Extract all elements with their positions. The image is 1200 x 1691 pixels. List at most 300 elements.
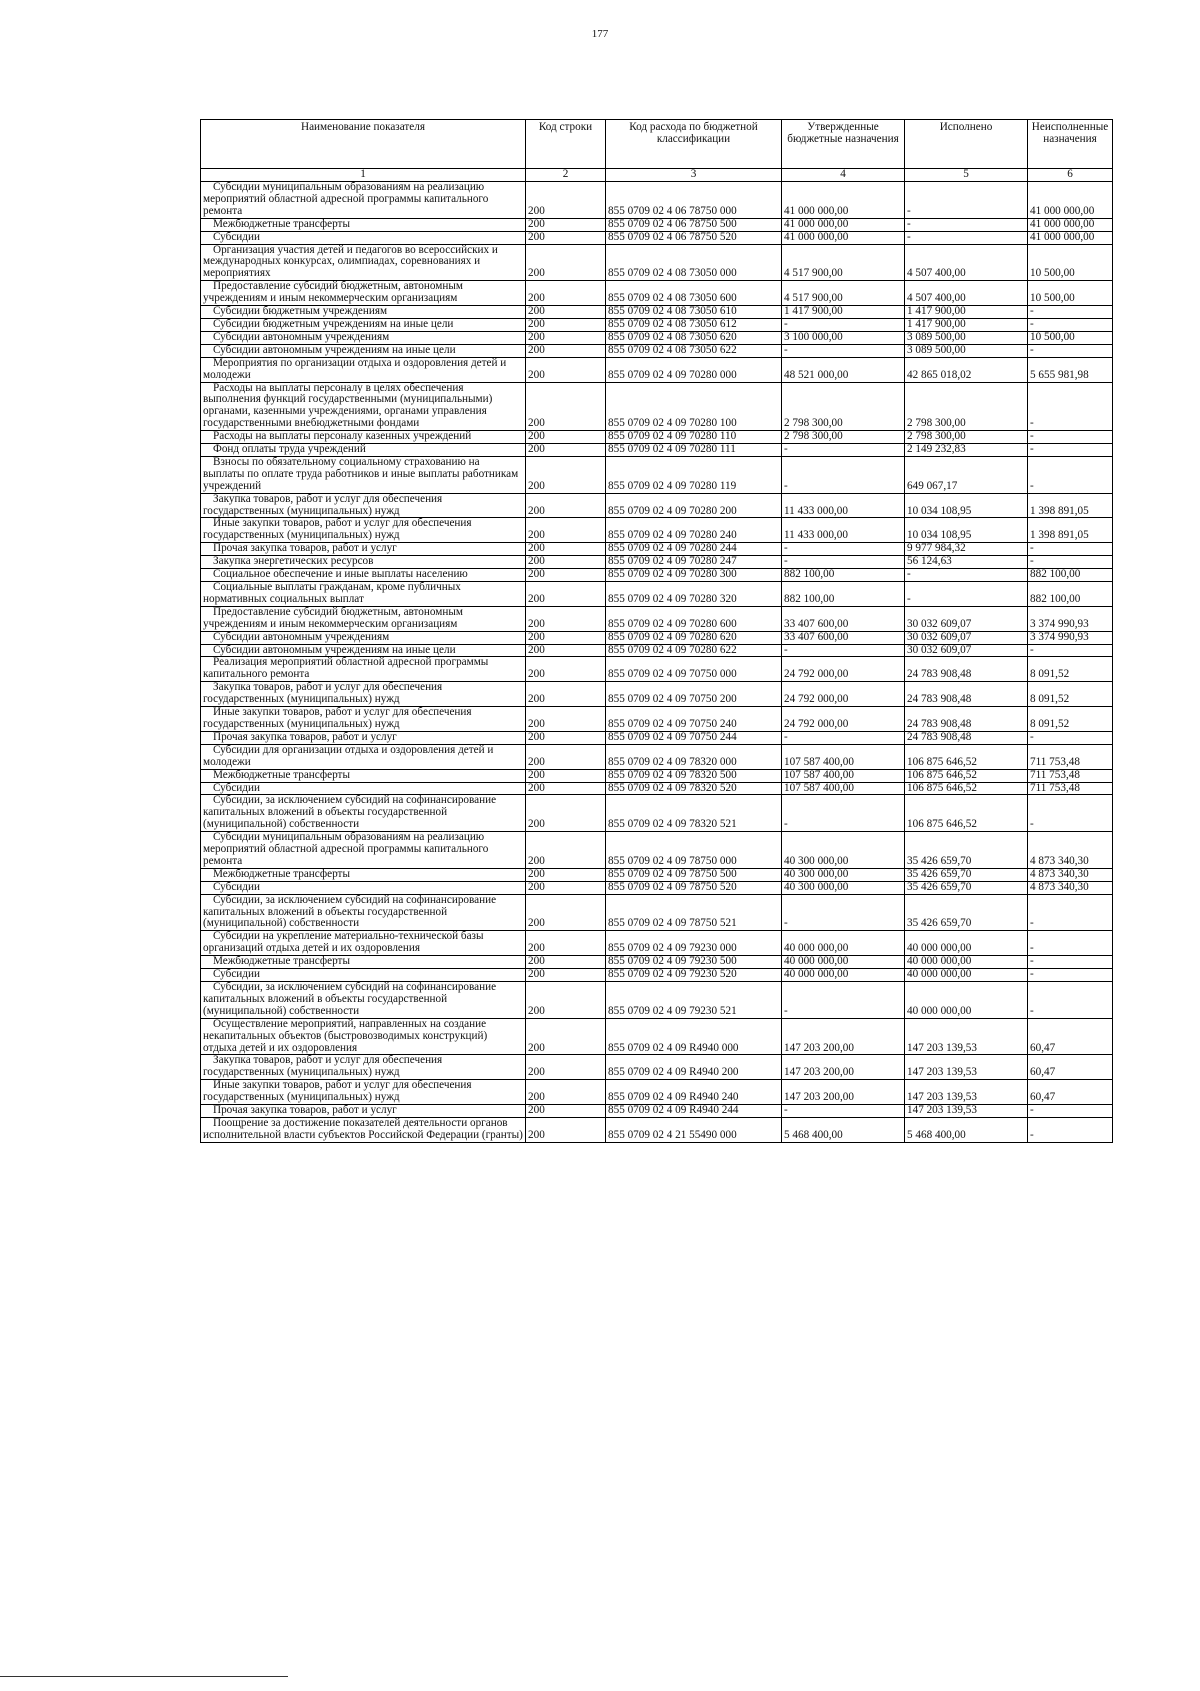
approved-amount-text: 40 000 000,00 (784, 968, 849, 981)
unexecuted-amount-cell (1028, 518, 1113, 543)
executed-amount-text: 10 034 108,95 (907, 504, 972, 517)
indicator-name-cell (201, 631, 526, 644)
unexecuted-amount-cell (1028, 894, 1113, 931)
table-row (201, 1080, 1113, 1105)
approved-amount-cell (782, 493, 905, 518)
unexecuted-amount-text: - (1030, 942, 1034, 955)
approved-amount-cell (782, 1117, 905, 1142)
expense-code-text: 855 0709 02 4 09 70280 110 (608, 430, 737, 443)
approved-amount-cell (782, 318, 905, 331)
table-row (201, 881, 1113, 894)
table-row (201, 868, 1113, 881)
line-code-text: 200 (528, 1066, 545, 1079)
executed-amount-cell (905, 744, 1028, 769)
expense-code-cell (606, 582, 782, 607)
executed-amount-text: 147 203 139,53 (907, 1041, 977, 1054)
line-code-text: 200 (528, 917, 545, 930)
line-code-text: 200 (528, 693, 545, 706)
line-code-cell (526, 569, 606, 582)
unexecuted-amount-cell (1028, 582, 1113, 607)
unexecuted-amount-text: 8 091,52 (1030, 717, 1070, 730)
indicator-name-cell (201, 444, 526, 457)
indicator-name-text: Закупка энергетических ресурсов (213, 555, 374, 568)
executed-amount-cell (905, 382, 1028, 431)
executed-amount-cell (905, 982, 1028, 1019)
unexecuted-amount-text: - (1030, 968, 1034, 981)
indicator-name-text: Субсидии (213, 968, 260, 981)
executed-amount-cell (905, 556, 1028, 569)
line-code-cell (526, 1080, 606, 1105)
table-row (201, 357, 1113, 382)
line-code-text: 200 (528, 1041, 545, 1054)
expense-code-text: 855 0709 02 4 09 78320 521 (608, 818, 737, 831)
indicator-name-cell (201, 868, 526, 881)
executed-amount-cell (905, 357, 1028, 382)
executed-amount-text: 3 089 500,00 (907, 331, 966, 343)
column-number: 5 (905, 169, 1028, 182)
unexecuted-amount-cell (1028, 306, 1113, 319)
unexecuted-amount-cell (1028, 182, 1113, 219)
unexecuted-amount-cell (1028, 244, 1113, 281)
approved-amount-cell (782, 1055, 905, 1080)
indicator-name-text: Закупка товаров, работ и услуг для обеспечения государственных (муниципальных) нужд (203, 681, 443, 706)
executed-amount-text: 24 783 908,48 (907, 668, 972, 681)
indicator-name-text: Закупка товаров, работ и услуг для обеспечения государственных (муниципальных) нужд (203, 493, 443, 517)
approved-amount-text: - (784, 917, 788, 930)
indicator-name-cell (201, 682, 526, 707)
indicator-name-cell (201, 707, 526, 732)
executed-amount-cell (905, 731, 1028, 744)
unexecuted-amount-cell (1028, 956, 1113, 969)
indicator-name-text: Реализация мероприятий областной адресной программы капитального ремонта (203, 656, 489, 681)
table-row (201, 582, 1113, 607)
indicator-name-cell (201, 606, 526, 631)
approved-amount-cell (782, 518, 905, 543)
unexecuted-amount-cell (1028, 1117, 1113, 1142)
unexecuted-amount-text: - (1030, 818, 1034, 831)
expense-code-text: 855 0709 02 4 08 73050 612 (608, 318, 737, 330)
approved-amount-cell (782, 244, 905, 281)
executed-amount-text: 40 000 000,00 (907, 1004, 972, 1017)
indicator-name-cell (201, 182, 526, 219)
line-code-cell (526, 357, 606, 382)
line-code-cell (526, 518, 606, 543)
indicator-name-text: Социальное обеспечение и иные выплаты населению (213, 568, 468, 581)
indicator-name-cell (201, 644, 526, 657)
indicator-name-text: Иные закупки товаров, работ и услуг для обеспечения государственных (муниципальных) нужд (203, 1079, 472, 1104)
table-row (201, 969, 1113, 982)
expense-code-text: 855 0709 02 4 09 79230 521 (608, 1004, 737, 1017)
unexecuted-amount-cell (1028, 382, 1113, 431)
expense-code-text: 855 0709 02 4 09 79230 520 (608, 968, 737, 981)
expense-code-text: 855 0709 02 4 09 78750 000 (608, 854, 737, 867)
table-row (201, 657, 1113, 682)
indicator-name-text: Иные закупки товаров, работ и услуг для обеспечения государственных (муниципальных) нужд (203, 517, 472, 542)
approved-amount-cell (782, 631, 905, 644)
indicator-name-cell (201, 556, 526, 569)
indicator-name-text: Субсидии на укрепление материально-технической базы организаций отдыха детей и их оздоровления (203, 930, 484, 955)
executed-amount-text: 106 875 646,52 (907, 818, 977, 831)
expense-code-text: 855 0709 02 4 08 73050 620 (608, 331, 737, 343)
unexecuted-amount-text: - (1030, 1128, 1034, 1141)
approved-amount-text: - (784, 344, 788, 356)
expense-code-cell (606, 244, 782, 281)
executed-amount-cell (905, 218, 1028, 231)
expense-code-text: 855 0709 02 4 09 79230 500 (608, 955, 737, 968)
approved-amount-cell (782, 744, 905, 769)
line-code-text: 200 (528, 668, 545, 681)
column-number: 3 (606, 169, 782, 182)
executed-amount-cell (905, 244, 1028, 281)
unexecuted-amount-text: 10 500,00 (1030, 331, 1075, 343)
approved-amount-text: - (784, 1004, 788, 1017)
line-code-text: 200 (528, 218, 545, 230)
indicator-name-cell (201, 956, 526, 969)
executed-amount-text: 2 149 232,83 (907, 443, 966, 456)
expense-code-cell (606, 769, 782, 782)
approved-amount-cell (782, 795, 905, 832)
expense-code-cell (606, 969, 782, 982)
expense-code-cell (606, 331, 782, 344)
unexecuted-amount-text: - (1030, 644, 1034, 656)
indicator-name-cell (201, 543, 526, 556)
expense-code-cell (606, 281, 782, 306)
unexecuted-amount-text: - (1030, 443, 1034, 456)
expense-code-cell (606, 431, 782, 444)
executed-amount-cell (905, 1117, 1028, 1142)
executed-amount-cell (905, 769, 1028, 782)
table-row (201, 644, 1113, 657)
indicator-name-text: Фонд оплаты труда учреждений (213, 443, 366, 456)
unexecuted-amount-cell (1028, 456, 1113, 493)
indicator-name-text: Расходы на выплаты персоналу казенных учреждений (213, 430, 472, 443)
unexecuted-amount-cell (1028, 868, 1113, 881)
expense-code-text: 855 0709 02 4 09 78750 520 (608, 881, 737, 893)
indicator-name-text: Организация участия детей и педагогов во всероссийских и международных конкурсах, олимпиадах, соревнованиях и мероприятиях (203, 244, 498, 280)
line-code-cell (526, 218, 606, 231)
table-row (201, 931, 1113, 956)
expense-code-cell (606, 493, 782, 518)
line-code-cell (526, 556, 606, 569)
indicator-name-cell (201, 982, 526, 1019)
line-code-text: 200 (528, 331, 545, 343)
table-row (201, 782, 1113, 795)
approved-amount-text: 41 000 000,00 (784, 218, 849, 230)
line-code-text: 200 (528, 292, 545, 305)
executed-amount-cell (905, 518, 1028, 543)
approved-amount-cell (782, 444, 905, 457)
header-line-code: Код строки (526, 120, 606, 169)
approved-amount-cell (782, 956, 905, 969)
indicator-name-cell (201, 657, 526, 682)
approved-amount-cell (782, 306, 905, 319)
expense-code-cell (606, 832, 782, 869)
indicator-name-cell (201, 782, 526, 795)
indicator-name-cell (201, 832, 526, 869)
executed-amount-text: 24 783 908,48 (907, 717, 972, 730)
unexecuted-amount-cell (1028, 543, 1113, 556)
executed-amount-text: 649 067,17 (907, 479, 958, 492)
expense-code-text: 855 0709 02 4 09 70280 240 (608, 529, 737, 542)
line-code-cell (526, 244, 606, 281)
unexecuted-amount-text: 3 374 990,93 (1030, 631, 1089, 643)
table-row (201, 218, 1113, 231)
executed-amount-cell (905, 644, 1028, 657)
line-code-text: 200 (528, 968, 545, 981)
table-row (201, 569, 1113, 582)
line-code-text: 200 (528, 318, 545, 330)
unexecuted-amount-cell (1028, 782, 1113, 795)
approved-amount-text: - (784, 443, 788, 456)
unexecuted-amount-cell (1028, 969, 1113, 982)
table-row (201, 431, 1113, 444)
unexecuted-amount-cell (1028, 657, 1113, 682)
header-row (201, 120, 1113, 169)
indicator-name-cell (201, 1080, 526, 1105)
indicator-name-cell (201, 969, 526, 982)
executed-amount-text: 56 124,63 (907, 555, 952, 568)
table-row (201, 707, 1113, 732)
line-code-cell (526, 344, 606, 357)
indicator-name-cell (201, 518, 526, 543)
table-row (201, 744, 1113, 769)
table-row (201, 318, 1113, 331)
expense-code-text: 855 0709 02 4 09 70750 200 (608, 693, 737, 706)
table-row (201, 631, 1113, 644)
expense-code-cell (606, 606, 782, 631)
executed-amount-cell (905, 231, 1028, 244)
line-code-cell (526, 582, 606, 607)
unexecuted-amount-text: - (1030, 555, 1034, 568)
approved-amount-text: - (784, 1104, 788, 1117)
unexecuted-amount-text: 8 091,52 (1030, 668, 1070, 681)
table-row (201, 306, 1113, 319)
unexecuted-amount-text: 60,47 (1030, 1066, 1056, 1079)
executed-amount-text: 2 798 300,00 (907, 430, 966, 443)
table-row (201, 382, 1113, 431)
expense-code-cell (606, 982, 782, 1019)
expense-code-cell (606, 894, 782, 931)
executed-amount-text: 10 034 108,95 (907, 529, 972, 542)
executed-amount-cell (905, 894, 1028, 931)
executed-amount-text: 1 417 900,00 (907, 305, 966, 318)
unexecuted-amount-text: 882 100,00 (1030, 592, 1081, 605)
unexecuted-amount-text: - (1030, 305, 1034, 318)
executed-amount-text: 147 203 139,53 (907, 1104, 977, 1117)
unexecuted-amount-cell (1028, 218, 1113, 231)
expense-code-cell (606, 881, 782, 894)
line-code-cell (526, 782, 606, 795)
unexecuted-amount-text: - (1030, 542, 1034, 555)
approved-amount-text: 4 517 900,00 (784, 267, 843, 280)
approved-amount-cell (782, 832, 905, 869)
line-code-cell (526, 331, 606, 344)
unexecuted-amount-cell (1028, 795, 1113, 832)
unexecuted-amount-cell (1028, 631, 1113, 644)
expense-code-text: 855 0709 02 4 09 78320 500 (608, 769, 737, 781)
line-code-text: 200 (528, 368, 545, 381)
expense-code-text: 855 0709 02 4 09 78320 520 (608, 782, 737, 794)
expense-code-text: 855 0709 02 4 08 73050 610 (608, 305, 737, 318)
executed-amount-cell (905, 1105, 1028, 1118)
expense-code-text: 855 0709 02 4 09 R4940 200 (608, 1066, 739, 1079)
unexecuted-amount-text: 41 000 000,00 (1030, 218, 1095, 230)
indicator-name-cell (201, 344, 526, 357)
approved-amount-text: 33 407 600,00 (784, 631, 849, 643)
table-row (201, 1055, 1113, 1080)
line-code-cell (526, 182, 606, 219)
table-body (201, 182, 1113, 1143)
unexecuted-amount-text: - (1030, 731, 1034, 743)
unexecuted-amount-text: 60,47 (1030, 1091, 1056, 1104)
executed-amount-cell (905, 832, 1028, 869)
indicator-name-text: Субсидии, за исключением субсидий на софинансирование капитальных вложений в объекты государственной (муниципальной) собственности (203, 894, 497, 930)
indicator-name-text: Субсидии (213, 231, 260, 243)
indicator-name-text: Субсидии бюджетным учреждениям (213, 305, 388, 318)
approved-amount-text: 41 000 000,00 (784, 231, 849, 243)
approved-amount-text: 40 300 000,00 (784, 881, 849, 893)
executed-amount-cell (905, 318, 1028, 331)
line-code-cell (526, 382, 606, 431)
line-code-cell (526, 868, 606, 881)
expense-code-text: 855 0709 02 4 06 78750 520 (608, 231, 737, 243)
approved-amount-cell (782, 1105, 905, 1118)
approved-amount-text: 2 798 300,00 (784, 417, 843, 430)
expense-code-cell (606, 382, 782, 431)
indicator-name-text: Субсидии автономным учреждениям на иные цели (213, 644, 456, 656)
table-row (201, 1105, 1113, 1118)
expense-code-cell (606, 1018, 782, 1055)
expense-code-cell (606, 744, 782, 769)
executed-amount-text: 4 507 400,00 (907, 292, 966, 305)
approved-amount-text: 11 433 000,00 (784, 504, 848, 517)
approved-amount-cell (782, 231, 905, 244)
indicator-name-text: Субсидии для организации отдыха и оздоровления детей и молодежи (203, 744, 494, 768)
column-number: 1 (201, 169, 526, 182)
unexecuted-amount-cell (1028, 331, 1113, 344)
approved-amount-cell (782, 606, 905, 631)
executed-amount-text: - (907, 568, 911, 581)
line-code-cell (526, 731, 606, 744)
expense-code-text: 855 0709 02 4 09 70280 247 (608, 555, 737, 568)
line-code-cell (526, 1105, 606, 1118)
approved-amount-text: - (784, 318, 788, 330)
line-code-cell (526, 231, 606, 244)
executed-amount-text: - (907, 204, 911, 217)
line-code-cell (526, 456, 606, 493)
expense-code-cell (606, 344, 782, 357)
approved-amount-text: 882 100,00 (784, 592, 835, 605)
executed-amount-text: 147 203 139,53 (907, 1066, 977, 1079)
column-number: 4 (782, 169, 905, 182)
unexecuted-amount-cell (1028, 231, 1113, 244)
expense-code-cell (606, 306, 782, 319)
approved-amount-cell (782, 982, 905, 1019)
unexecuted-amount-cell (1028, 769, 1113, 782)
expense-code-text: 855 0709 02 4 09 70280 600 (608, 617, 737, 630)
line-code-text: 200 (528, 868, 545, 880)
table-row (201, 795, 1113, 832)
line-code-text: 200 (528, 542, 545, 555)
indicator-name-cell (201, 1105, 526, 1118)
unexecuted-amount-cell (1028, 606, 1113, 631)
indicator-name-text: Взносы по обязательному социальному страхованию на выплаты по оплате труда работников и иные выплаты работникам учреждений (203, 456, 519, 492)
executed-amount-text: 3 089 500,00 (907, 344, 966, 356)
line-code-text: 200 (528, 592, 545, 605)
indicator-name-cell (201, 357, 526, 382)
header-unexecuted: Неисполненные назначения (1028, 120, 1113, 169)
unexecuted-amount-text: 711 753,48 (1030, 769, 1080, 781)
executed-amount-cell (905, 782, 1028, 795)
line-code-text: 200 (528, 344, 545, 356)
indicator-name-cell (201, 569, 526, 582)
line-code-text: 200 (528, 204, 545, 217)
unexecuted-amount-text: 4 873 340,30 (1030, 868, 1089, 880)
approved-amount-cell (782, 357, 905, 382)
unexecuted-amount-cell (1028, 744, 1113, 769)
line-code-cell (526, 606, 606, 631)
indicator-name-text: Субсидии, за исключением субсидий на софинансирование капитальных вложений в объекты государственной (муниципальной) собственности (203, 981, 497, 1017)
approved-amount-cell (782, 456, 905, 493)
expense-code-cell (606, 518, 782, 543)
expense-code-cell (606, 631, 782, 644)
line-code-text: 200 (528, 617, 545, 630)
table-row (201, 894, 1113, 931)
line-code-text: 200 (528, 1104, 545, 1117)
line-code-text: 200 (528, 529, 545, 542)
approved-amount-cell (782, 769, 905, 782)
approved-amount-text: - (784, 644, 788, 656)
unexecuted-amount-text: 711 753,48 (1030, 755, 1080, 768)
table-row (201, 231, 1113, 244)
expense-code-cell (606, 556, 782, 569)
column-number: 2 (526, 169, 606, 182)
unexecuted-amount-cell (1028, 344, 1113, 357)
expense-code-cell (606, 357, 782, 382)
approved-amount-text: 107 587 400,00 (784, 782, 854, 794)
line-code-cell (526, 769, 606, 782)
approved-amount-text: 41 000 000,00 (784, 204, 849, 217)
line-code-cell (526, 543, 606, 556)
executed-amount-text: 2 798 300,00 (907, 417, 966, 430)
unexecuted-amount-cell (1028, 644, 1113, 657)
executed-amount-text: 40 000 000,00 (907, 955, 972, 968)
unexecuted-amount-text: - (1030, 955, 1034, 968)
line-code-cell (526, 318, 606, 331)
expense-code-text: 855 0709 02 4 09 78750 500 (608, 868, 737, 880)
unexecuted-amount-cell (1028, 982, 1113, 1019)
expense-code-cell (606, 569, 782, 582)
unexecuted-amount-text: - (1030, 430, 1034, 443)
executed-amount-cell (905, 344, 1028, 357)
header-executed: Исполнено (905, 120, 1028, 169)
table-row (201, 543, 1113, 556)
approved-amount-text: 147 203 200,00 (784, 1041, 854, 1054)
indicator-name-text: Межбюджетные трансферты (213, 218, 350, 230)
expense-code-cell (606, 456, 782, 493)
line-code-text: 200 (528, 782, 545, 794)
line-code-text: 200 (528, 231, 545, 243)
expense-code-text: 855 0709 02 4 08 73050 600 (608, 292, 737, 305)
indicator-name-text: Субсидии бюджетным учреждениям на иные цели (213, 318, 454, 330)
line-code-cell (526, 444, 606, 457)
approved-amount-cell (782, 382, 905, 431)
executed-amount-text: 24 783 908,48 (907, 731, 972, 743)
expense-code-text: 855 0709 02 4 08 73050 622 (608, 344, 737, 356)
unexecuted-amount-text: 1 398 891,05 (1030, 529, 1089, 542)
footer-rule (0, 1676, 288, 1677)
executed-amount-cell (905, 1018, 1028, 1055)
